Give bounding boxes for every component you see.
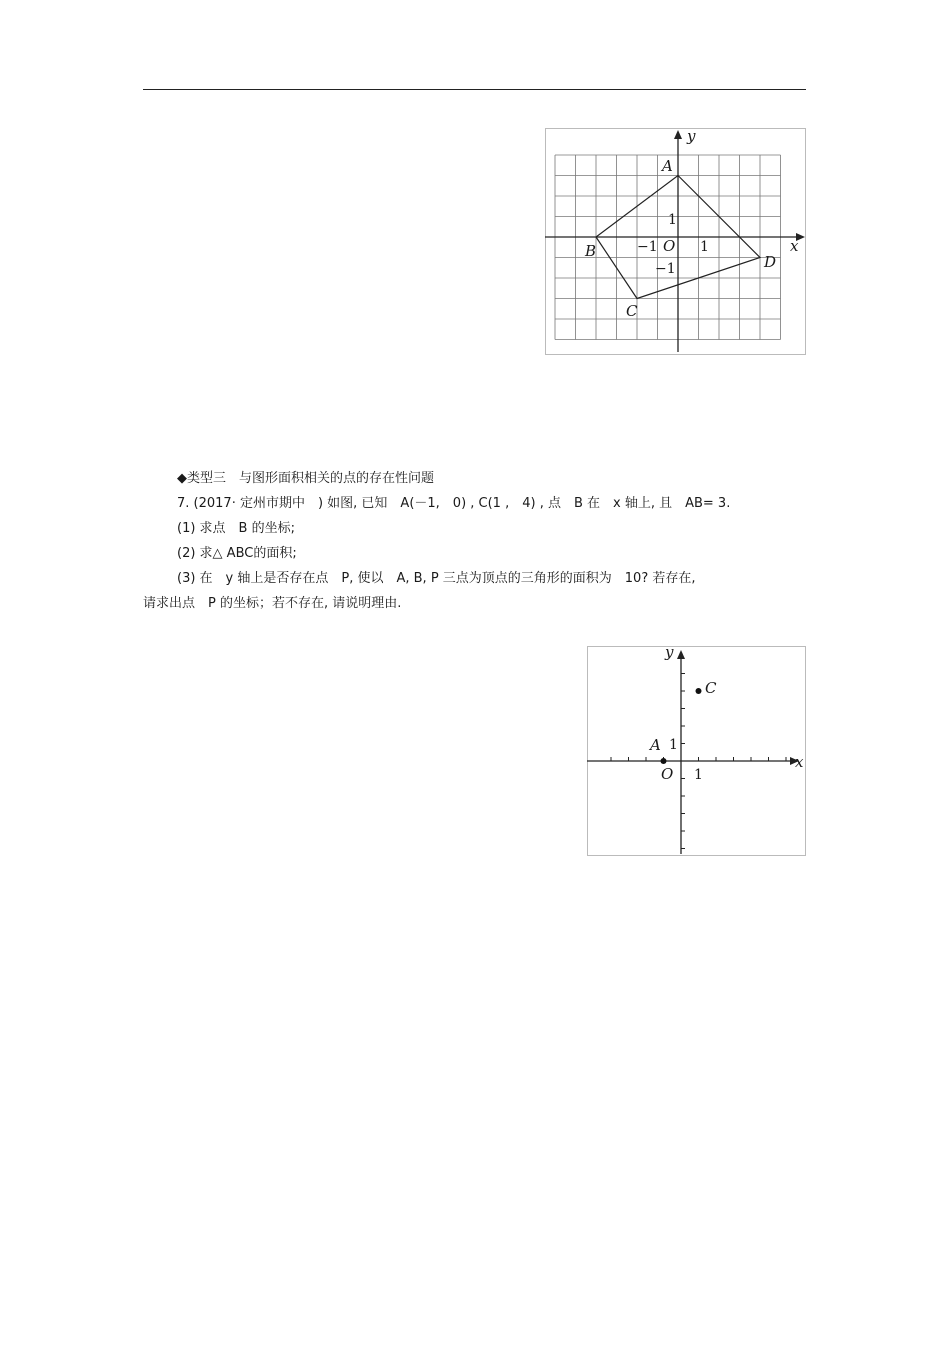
figure-quadrilateral [545,128,807,356]
point-label-c: C [705,679,717,697]
x-axis-label: x [790,237,799,255]
y-tick-1: 1 [669,737,678,753]
y-axis-label: y [687,128,696,145]
y-tick-neg1: −1 [655,261,676,277]
x-tick-1: 1 [700,239,709,255]
question-2: (2) 求△ ABC的面积; [177,546,297,561]
origin-label: O [661,765,674,783]
origin-label: O [663,237,676,255]
y-axis-arrow-icon [677,650,685,659]
header-rule [143,89,806,90]
y-tick-1: 1 [668,212,677,228]
y-axis-arrow-icon [674,130,682,139]
figure-points-ac [587,646,807,856]
type-heading: ◆类型三 与图形面积相关的点的存在性问题 [177,471,434,486]
figure-points-ac-svg [587,646,807,856]
figure-quadrilateral-svg [545,128,807,356]
point-label-b: B [585,242,597,260]
point-label-a: A [650,736,661,754]
point-a-dot [661,758,667,764]
x-tick-neg1: −1 [637,239,658,255]
point-label-d: D [764,253,777,271]
x-axis-label: x [795,753,804,771]
point-label-a: A [662,157,673,175]
point-label-c: C [626,302,638,320]
problem-stem: 7. (2017· 定州市期中 ) 如图, 已知 A(－1, 0) , C(1 , 4) , 点 B 在 x 轴上, 且 AB= 3. [177,496,731,511]
question-1: (1) 求点 B 的坐标; [177,521,295,536]
point-c-dot [696,688,702,694]
question-3-line1: (3) 在 y 轴上是否存在点 P, 使以 A, B, P 三点为顶点的三角形的面积为 10? 若存在, [177,571,696,586]
x-tick-1: 1 [694,767,703,783]
y-axis-label: y [665,646,674,661]
question-3-line2: 请求出点 P 的坐标；若不存在, 请说明理由. [143,596,402,611]
